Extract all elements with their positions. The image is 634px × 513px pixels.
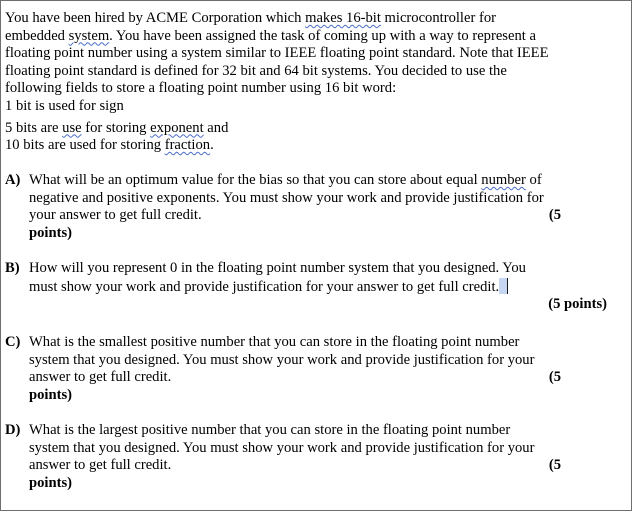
field-exponent-bits xyxy=(5,120,627,138)
intro-line xyxy=(5,28,627,46)
grammar-flagged-text: fraction xyxy=(164,137,211,154)
question-line: What is the smallest positive number that you can store in the floating point number xyxy=(29,334,520,350)
question-line xyxy=(29,172,607,190)
intro-line: floating point standard is defined for 32 bit and 64 bit systems. You decided to use the xyxy=(5,62,507,79)
points-label: points) xyxy=(29,474,72,491)
intro-text: . You have been assigned the task of coming up with a way to represent a xyxy=(109,27,536,44)
question-letter: D) xyxy=(5,422,21,438)
question-line: system that you designed. You must show your work and provide justification for your xyxy=(29,439,535,456)
question-text: must show your work and provide justification for your answer to get full credit. xyxy=(29,278,500,295)
question-c xyxy=(5,334,607,404)
intro-text: . xyxy=(210,137,214,154)
question-line: negative and positive exponents. You must show your work and provide justification for xyxy=(29,189,544,206)
question-text: answer to get full credit. xyxy=(29,369,172,386)
intro-text: You have been hired by ACME Corporation which xyxy=(5,10,306,26)
question-line: How will you represent 0 in the floating point number system that you designed. You xyxy=(29,260,526,276)
points-label: (5 xyxy=(548,457,561,474)
grammar-flagged-text: exponent xyxy=(150,119,204,136)
question-text: your answer to get full credit. xyxy=(29,207,202,224)
question-line xyxy=(29,207,607,225)
question-letter: B) xyxy=(5,260,20,276)
intro-line: following fields to store a floating point number using 16 bit word: xyxy=(5,80,397,97)
question-line: What is the largest positive number that you can store in the floating point number xyxy=(29,422,511,438)
intro-text: embedded xyxy=(5,27,69,44)
question-a-body xyxy=(5,172,607,242)
question-letter: C) xyxy=(5,334,21,350)
intro-text: for storing xyxy=(81,119,151,136)
points-label: points) xyxy=(29,386,72,403)
intro-text: and xyxy=(203,119,229,136)
question-line: system that you designed. You must show your work and provide justification for your xyxy=(29,351,535,368)
grammar-flagged-text: use xyxy=(62,119,82,136)
question-b xyxy=(5,260,607,314)
question-c-body xyxy=(5,334,607,404)
field-fraction-bits xyxy=(5,137,627,155)
question-d-body xyxy=(5,422,607,492)
question-text: answer to get full credit. xyxy=(29,457,172,474)
intro-text: 5 bits are xyxy=(5,119,63,136)
text-cursor xyxy=(499,278,508,294)
intro-line: floating point number using a system similar to IEEE floating point standard. Note that IEEE xyxy=(5,45,549,62)
question-d xyxy=(5,422,607,492)
intro-line xyxy=(5,10,627,28)
grammar-flagged-text: makes 16-bit xyxy=(305,10,381,26)
question-text: of xyxy=(525,172,542,188)
points-label: (5 points) xyxy=(548,296,607,313)
points-label: (5 xyxy=(548,207,561,224)
question-b-body xyxy=(5,260,607,314)
field-sign-bit: 1 bit is used for sign xyxy=(5,97,124,114)
points-label: points) xyxy=(29,224,72,241)
intro-text: microcontroller for xyxy=(380,10,496,26)
points-label: (5 xyxy=(548,369,561,386)
question-line xyxy=(29,278,607,297)
grammar-flagged-text: number xyxy=(481,172,526,188)
question-line xyxy=(29,369,607,387)
question-text: What will be an optimum value for the bias so that you can store about equal xyxy=(29,172,482,188)
grammar-flagged-text: system xyxy=(68,27,110,44)
question-line xyxy=(29,457,607,475)
question-letter: A) xyxy=(5,172,21,188)
intro-text: 10 bits are used for storing xyxy=(5,137,165,154)
intro-paragraph xyxy=(5,10,627,155)
question-a xyxy=(5,172,607,242)
